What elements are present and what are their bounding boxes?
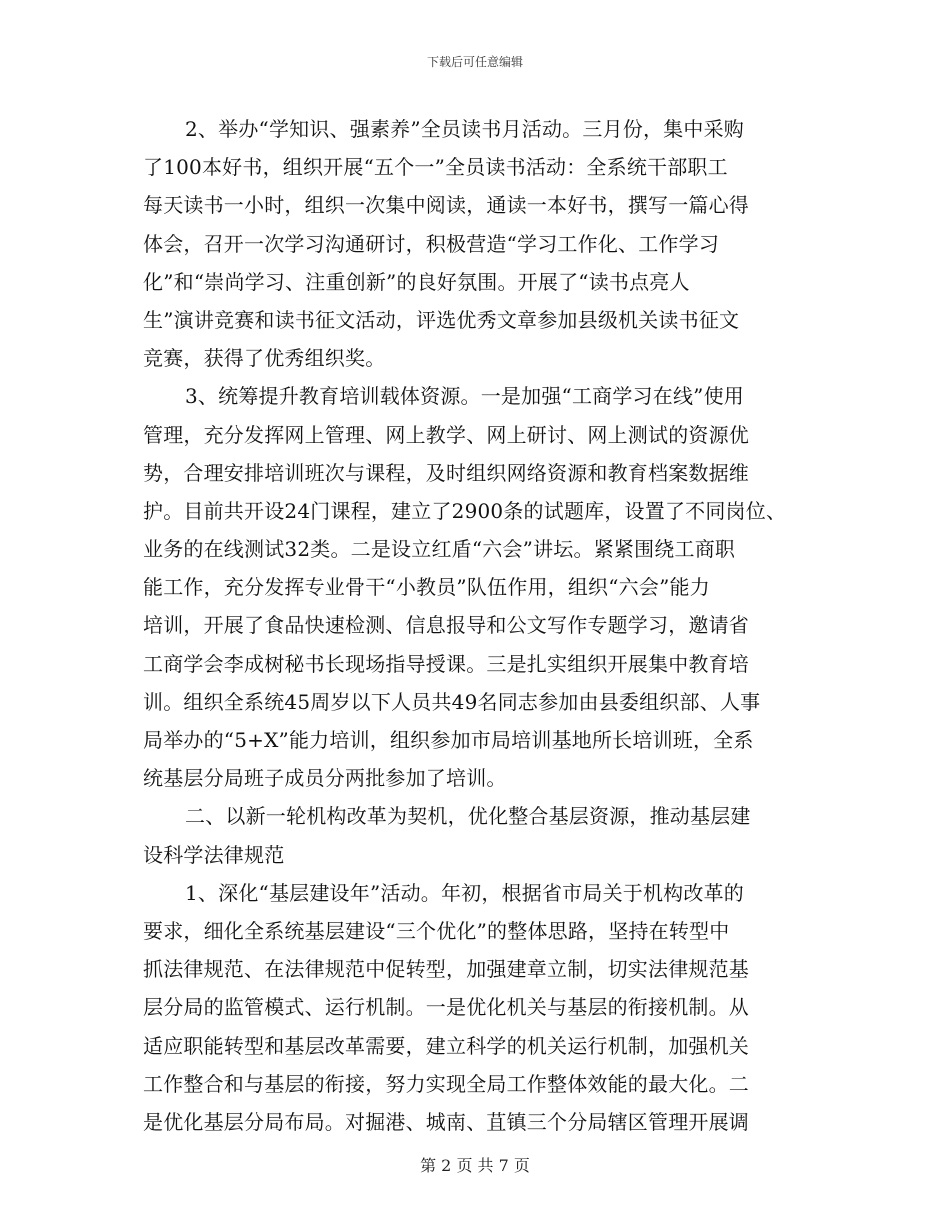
paragraph-line: 工作整合和与基层的衔接，努力实现全局工作整体效能的最大化。二 (143, 1071, 749, 1096)
paragraph-line: 统基层分局班子成员分两批参加了培训。 (143, 766, 507, 791)
paragraph-line: 1、深化“基层建设年”活动。年初，根据省市局关于机构改革的 (185, 880, 744, 905)
paragraph-line: 竞赛，获得了优秀组织奖。 (143, 346, 386, 371)
paragraph-line: 培训，开展了食品快速检测、信息报导和公文写作专题学习，邀请省 (143, 613, 749, 638)
paragraph-line: 管理，充分发挥网上管理、网上教学、网上研讨、网上测试的资源优 (143, 422, 749, 447)
paragraph-line: 势，合理安排培训班次与课程，及时组织网络资源和教育档案数据维 (143, 460, 749, 485)
paragraph-line: 层分局的监管模式、运行机制。一是优化机关与基层的衔接机制。从 (143, 995, 749, 1020)
paragraph-line: 体会，召开一次学习沟通研讨，积极营造“学习工作化、工作学习 (143, 231, 720, 256)
paragraph-line: 了100本好书，组织开展“五个一”全员读书活动：全系统干部职工 (143, 155, 728, 180)
paragraph-line: 训。组织全系统45周岁以下人员共49名同志参加由县委组织部、人事 (143, 689, 761, 714)
page-header: 下载后可任意编辑 (426, 55, 523, 69)
paragraph-line: 抓法律规范、在法律规范中促转型，加强建章立制，切实法律规范基 (143, 957, 749, 982)
paragraph-line: 3、统筹提升教育培训载体资源。一是加强“工商学习在线”使用 (185, 384, 744, 409)
section-heading-line: 设科学法律规范 (143, 842, 285, 867)
body-text (143, 110, 808, 1141)
paragraph-line: 适应职能转型和基层改革需要，建立科学的机关运行机制，加强机关 (143, 1033, 749, 1058)
paragraph-line: 要求，细化全系统基层建设“三个优化”的整体思路，坚持在转型中 (143, 918, 730, 943)
page-footer: 第 2 页 共 7 页 (420, 1156, 530, 1175)
paragraph-line: 工商学会李成树秘书长现场指导授课。三是扎实组织开展集中教育培 (143, 651, 749, 676)
paragraph-line: 业务的在线测试32类。二是设立红盾“六会”讲坛。紧紧围绕工商职 (143, 537, 736, 562)
paragraph-line: 是优化基层分局布局。对掘港、城南、苴镇三个分局辖区管理开展调 (143, 1109, 749, 1134)
section-heading-line: 二、以新一轮机构改革为契机，优化整合基层资源，推动基层建 (185, 804, 751, 829)
paragraph-line: 生”演讲竞赛和读书征文活动，评选优秀文章参加县级机关读书征文 (143, 307, 740, 332)
paragraph-line: 护。目前共开设24门课程，建立了2900条的试题库，设置了不同岗位、 (143, 498, 787, 523)
paragraph-line: 每天读书一小时，组织一次集中阅读，通读一本好书，撰写一篇心得 (143, 193, 749, 218)
paragraph-line: 能工作，充分发挥专业骨干“小教员”队伍作用，组织“六会”能力 (143, 575, 710, 600)
paragraph-line: 局举办的“5+X”能力培训，组织参加市局培训基地所长培训班，全系 (143, 728, 754, 752)
paragraph-line: 化”和“崇尚学习、注重创新”的良好氛围。开展了“读书点亮人 (143, 269, 690, 294)
paragraph-line: 2、举办“学知识、强素养”全员读书月活动。三月份，集中采购 (185, 117, 744, 141)
